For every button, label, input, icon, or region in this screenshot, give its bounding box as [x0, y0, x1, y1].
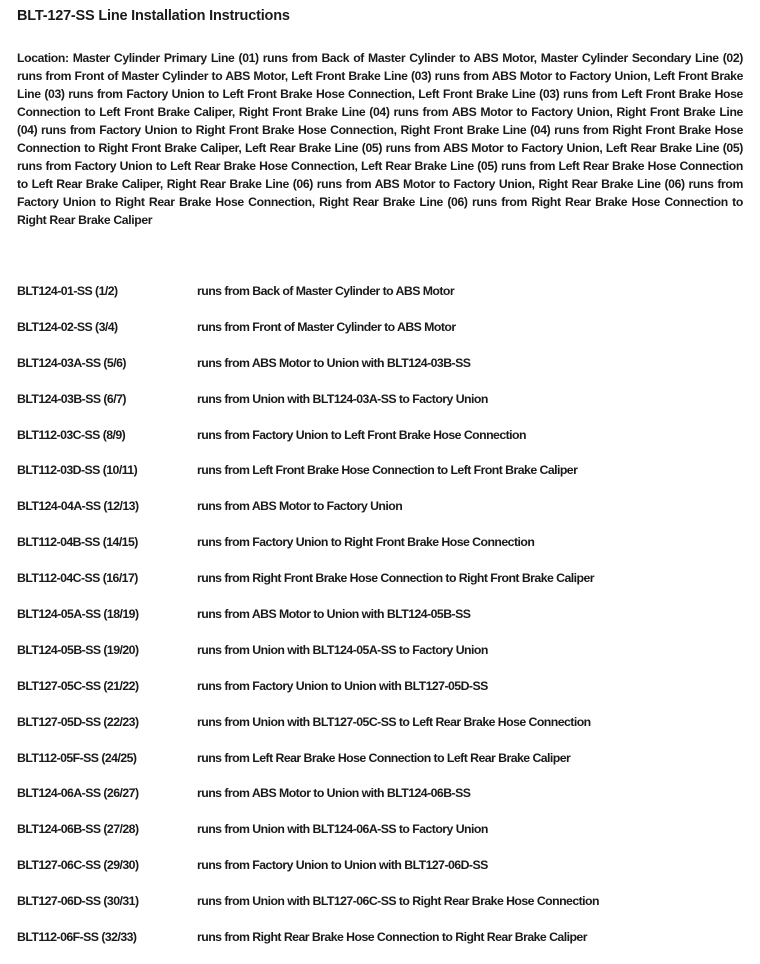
route-description: runs from Factory Union to Union with BLT127-05D-SS — [197, 678, 488, 693]
part-number: BLT127-06D-SS (30/31) — [17, 894, 139, 909]
part-number: BLT112-05F-SS (24/25) — [17, 750, 137, 765]
route-description: runs from Factory Union to Union with BLT127-06D-SS — [197, 858, 488, 873]
part-number: BLT127-05C-SS (21/22) — [17, 678, 139, 693]
part-number: BLT124-03A-SS (5/6) — [17, 355, 126, 370]
list-item — [17, 784, 747, 820]
route-description: runs from Union with BLT124-05A-SS to Factory Union — [197, 642, 488, 657]
part-number: BLT112-04B-SS (14/15) — [17, 535, 138, 550]
route-description: runs from Union with BLT127-06C-SS to Right Rear Brake Hose Connection — [197, 894, 599, 909]
part-number: BLT124-03B-SS (6/7) — [17, 391, 126, 406]
route-description: runs from ABS Motor to Union with BLT124-06B-SS — [197, 786, 471, 801]
part-number: BLT124-05A-SS (18/19) — [17, 607, 139, 622]
list-item — [17, 461, 747, 497]
list-item — [17, 820, 747, 856]
part-number: BLT124-04A-SS (12/13) — [17, 499, 139, 514]
part-number: BLT124-05B-SS (19/20) — [17, 642, 139, 657]
route-description: runs from Union with BLT124-03A-SS to Factory Union — [197, 391, 488, 406]
list-item — [17, 497, 747, 533]
part-number: BLT124-06A-SS (26/27) — [17, 786, 139, 801]
part-number: BLT112-03D-SS (10/11) — [17, 463, 138, 478]
list-item — [17, 533, 747, 569]
list-item — [17, 892, 747, 928]
route-description: runs from Front of Master Cylinder to ABS Motor — [197, 319, 456, 334]
part-number: BLT112-04C-SS (16/17) — [17, 571, 138, 586]
part-number: BLT112-03C-SS (8/9) — [17, 427, 126, 442]
route-description: runs from Right Front Brake Hose Connection to Right Front Brake Caliper — [197, 571, 594, 586]
part-number: BLT124-02-SS (3/4) — [17, 319, 118, 334]
list-item — [17, 605, 747, 641]
list-item — [17, 354, 747, 390]
list-item — [17, 713, 747, 749]
location-paragraph: Location: Master Cylinder Primary Line (01) runs from Back of Master Cylinder to ABS Motor, Master Cylinder Secondary Line (02) runs from Front of Master Cylinder to ABS Motor, Left Front Brake Line (03) runs from ABS Motor to Factory Union, Left Front Brake Line (03) runs from Factory Union to Left Front Brake Hose Connection, Left Front Brake Line (03) runs from Left Front Brake Hose Connection to Left Front Brake Caliper, Right Front Brake Line (04) runs from ABS Motor to Factory Union, Right Front Brake Line (04) runs from Factory Union to Right Front Brake Hose Connection, Right Front Brake Line (04) runs from Right Front Brake Hose Connection to Right Front Brake Caliper, Left Rear Brake Line (05) runs from ABS Motor to Factory Union, Left Rear Brake Line (05) runs from Factory Union to Left Rear Brake Hose Connection, Left Rear Brake Line (05) runs from Left Rear Brake Hose Connection to Left Rear Brake Caliper, Right Rear Brake Line (06) runs from ABS Motor to Factory Union, Right Rear Brake Line (06) runs from Factory Union to Right Rear Brake Hose Connection, Right Rear Brake Line (06) runs from Right Rear Brake Hose Connection to Right Rear Brake Caliper — [17, 51, 743, 227]
list-item — [17, 677, 747, 713]
list-item — [17, 282, 747, 318]
list-item — [17, 641, 747, 677]
route-description: runs from ABS Motor to Union with BLT124-05B-SS — [197, 607, 471, 622]
part-number: BLT112-06F-SS (32/33) — [17, 930, 137, 945]
list-item — [17, 318, 747, 354]
list-item — [17, 390, 747, 426]
list-item — [17, 928, 747, 964]
list-item — [17, 426, 747, 462]
list-item — [17, 749, 747, 785]
route-description: runs from Union with BLT127-05C-SS to Left Rear Brake Hose Connection — [197, 714, 591, 729]
part-number: BLT124-06B-SS (27/28) — [17, 822, 139, 837]
list-item — [17, 856, 747, 892]
route-description: runs from Factory Union to Left Front Brake Hose Connection — [197, 427, 526, 442]
route-description: runs from Factory Union to Right Front Brake Hose Connection — [197, 535, 535, 550]
part-number: BLT124-01-SS (1/2) — [17, 284, 118, 298]
part-number: BLT127-06C-SS (29/30) — [17, 858, 139, 873]
route-description: runs from Left Rear Brake Hose Connection to Left Rear Brake Caliper — [197, 750, 571, 765]
part-number: BLT127-05D-SS (22/23) — [17, 714, 139, 729]
route-description: runs from Union with BLT124-06A-SS to Factory Union — [197, 822, 488, 837]
route-description: runs from Left Front Brake Hose Connection to Left Front Brake Caliper — [197, 463, 578, 478]
route-description: runs from Back of Master Cylinder to ABS Motor — [197, 284, 455, 298]
list-item — [17, 569, 747, 605]
route-description: runs from ABS Motor to Factory Union — [197, 499, 403, 514]
route-description: runs from Right Rear Brake Hose Connection to Right Rear Brake Caliper — [197, 930, 587, 945]
line-list — [17, 282, 747, 964]
route-description: runs from ABS Motor to Union with BLT124-03B-SS — [197, 355, 471, 370]
page-title: BLT-127-SS Line Installation Instructions — [17, 8, 290, 24]
